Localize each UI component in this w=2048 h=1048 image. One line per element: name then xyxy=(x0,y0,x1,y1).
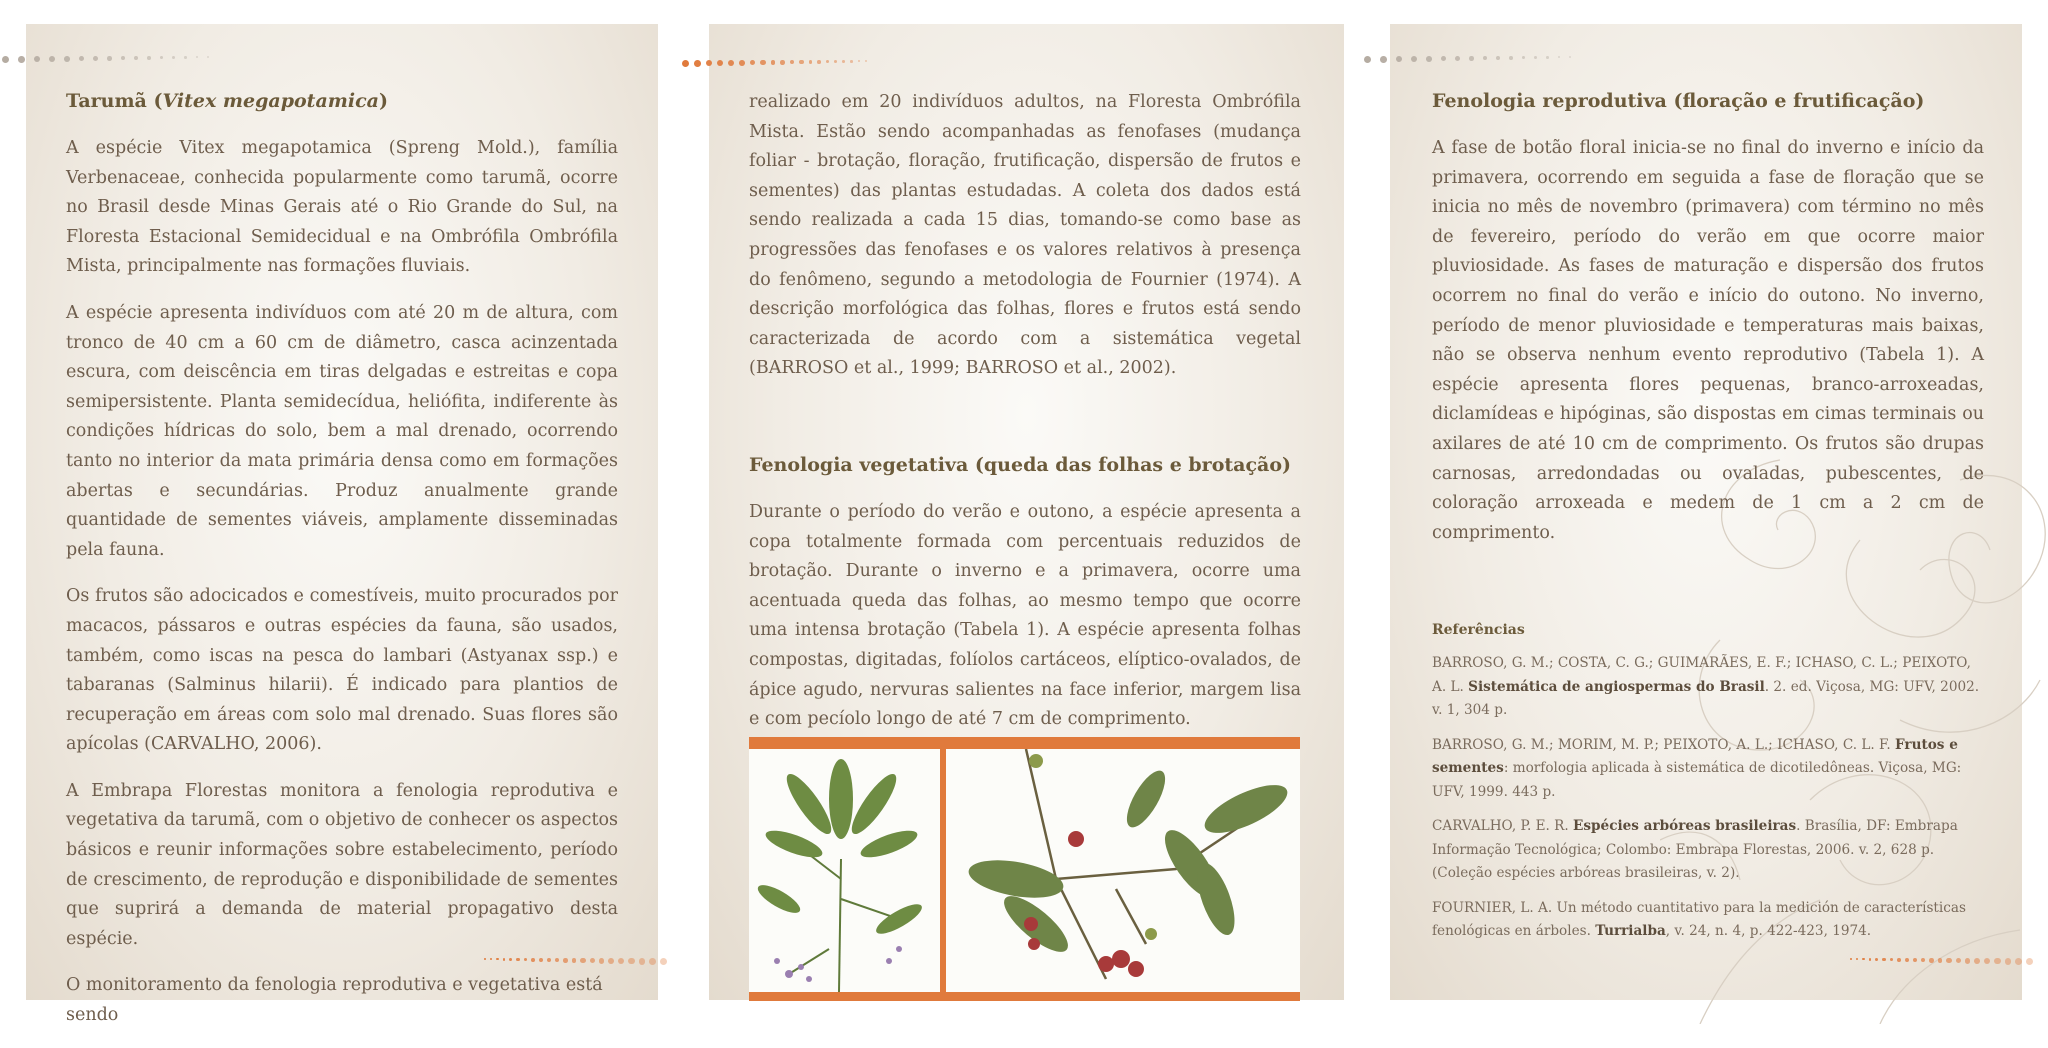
dot-mark xyxy=(1380,56,1387,63)
dot-mark xyxy=(160,56,163,59)
section-title-fenologia-reprodutiva: Fenologia reprodutiva (floração e frutificação) xyxy=(1432,90,1925,112)
column-middle xyxy=(749,88,1301,752)
dot-mark xyxy=(717,60,723,66)
reference-item: BARROSO, G. M.; COSTA, C. G.; GUIMARÃES, E. F.; ICHASO, C. L.; PEIXOTO, A. L. Sistemática de angiospermas do Brasil. 2. ed. Viçosa, MG: UFV, 2002. v. 1, 304 p. xyxy=(1432,655,1980,719)
dot-mark xyxy=(799,60,803,64)
dot-mark xyxy=(184,56,187,59)
dot-mark xyxy=(649,958,656,965)
leaves-flowers-photo xyxy=(749,749,940,992)
dot-mark xyxy=(34,56,40,62)
section-title-fenologia-vegetativa: Fenologia vegetativa (queda das folhas e brotação) xyxy=(749,453,1291,476)
reference-item: CARVALHO, P. E. R. Espécies arbóreas brasileiras. Brasília, DF: Embrapa Informação Tecnológica; Colombo: Embrapa Florestas, 2006. v. 2, 628 p. (Coleção espécies arbóreas brasileiras, v. 2). xyxy=(1432,818,1958,882)
dot-mark xyxy=(1396,56,1402,62)
dot-mark xyxy=(2005,958,2012,965)
fruits-branch-photo xyxy=(946,749,1300,992)
dot-mark xyxy=(79,56,84,61)
dot-mark xyxy=(1862,958,1864,960)
dot-mark xyxy=(1856,958,1858,960)
dot-mark xyxy=(121,56,125,60)
paragraph: Durante o período do verão e outono, a espécie apresenta a copa totalmente formada com percentuais reduzidos de brotação. Durante o inverno e a primavera, ocorre uma acentuada queda das folhas, ao mesmo tempo que ocorre uma intensa brotação (Tabela 1). A espécie apresenta folhas compostas, digitadas, folíolos cartáceos, elíptico-ovalados, de ápice agudo, nervuras salientes na face inferior, margem lisa e com pecíolo longo de até 7 cm de comprimento. xyxy=(749,501,1301,730)
dot-mark xyxy=(1905,958,1909,962)
dot-mark xyxy=(750,60,755,65)
dot-mark xyxy=(196,56,198,58)
dotted-divider-icon xyxy=(2,56,209,63)
dot-mark xyxy=(107,56,112,61)
dot-mark xyxy=(1496,56,1500,60)
dot-mark xyxy=(1441,56,1446,61)
dot-mark xyxy=(1569,56,1571,58)
dot-mark xyxy=(865,60,867,62)
dot-mark xyxy=(771,60,776,65)
paragraph: O monitoramento da fenologia reprodutiva e vegetativa está sendo xyxy=(66,975,603,1026)
dot-mark xyxy=(850,60,853,63)
dot-mark xyxy=(660,958,667,965)
paragraph: A espécie apresenta indivíduos com até 20 m de altura, com tronco de 40 cm a 60 cm de diâmetro, casca acinzentada escura, com deiscência em tiras delgadas e estreitas e copa semipersistente. Planta semidecídua, heliófita, indiferente às condições hídricas do solo, bem a mal drenado, ocorrendo tanto no interior da mata primária densa como em formações abertas e secundárias. Produz anualmente grande quantidade de sementes viáveis, amplamente disseminadas pela fauna. xyxy=(66,302,618,560)
dot-mark xyxy=(1483,56,1487,60)
dot-mark xyxy=(1956,958,1961,963)
dot-mark xyxy=(1558,56,1560,58)
dot-mark xyxy=(1364,56,1371,63)
plant-photo-figure xyxy=(749,737,1300,1001)
dot-mark xyxy=(618,958,624,964)
dot-mark xyxy=(1469,56,1474,61)
dot-mark xyxy=(1411,56,1417,62)
dotted-divider-icon xyxy=(1850,958,2033,965)
dot-mark xyxy=(1546,56,1549,59)
dot-mark xyxy=(1869,958,1872,961)
dot-mark xyxy=(1921,958,1925,962)
references-section xyxy=(1432,622,1984,944)
dot-mark xyxy=(134,56,138,60)
dot-mark xyxy=(1890,958,1893,961)
dot-mark xyxy=(1875,958,1878,961)
reference-item: BARROSO, G. M.; MORIM, M. P.; PEIXOTO, A. L.; ICHASO, C. L. F. Frutos e sementes: morfologia aplicada à sistemática de dicotiledôneas. Viçosa, MG: UFV, 1999. 443 p. xyxy=(1432,736,1962,800)
dot-mark xyxy=(1984,958,1990,964)
dot-mark xyxy=(1965,958,1971,964)
dot-mark xyxy=(1534,56,1537,59)
dot-mark xyxy=(1974,958,1980,964)
dot-mark xyxy=(1850,958,1852,960)
column-right xyxy=(1432,88,1984,955)
dot-mark xyxy=(1509,56,1513,60)
paragraph: A fase de botão floral inicia-se no final do inverno e início da primavera, ocorrendo em seguida a fase de floração que se inicia no mês de novembro (primavera) com término no mês de fevereiro, período do verão em que ocorre maior pluviosidade. As fases de maturação e dispersão dos frutos ocorrem no final do verão e início do outono. No inverno, período de menor pluviosidade e temperaturas mais baixas, não se observa nenhum evento reprodutivo (Tabela 1). A espécie apresenta flores pequenas, branco-arroxeadas, diclamídeas e hipóginas, são dispostas em cimas terminais ou axilares de até 10 cm de comprimento. Os frutos são drupas carnosas, arredondadas ou ovaladas, pubescentes, de coloração arroxeada e medem de 1 cm a 2 cm de comprimento. xyxy=(1432,138,1984,543)
dotted-divider-icon xyxy=(682,60,867,67)
dot-mark xyxy=(2026,958,2033,965)
dot-mark xyxy=(809,60,813,64)
dot-mark xyxy=(694,60,701,67)
dot-mark xyxy=(639,958,646,965)
dot-mark xyxy=(1913,958,1917,962)
dot-mark xyxy=(858,60,860,62)
paragraph: A Embrapa Florestas monitora a fenologia reprodutiva e vegetativa da tarumã, com o objetivo de conhecer os aspectos básicos e reunir informações sobre estabelecimento, período de crescimento, de reprodução e disponibilidade de sementes que suprirá a demanda de material propagativo desta espécie. xyxy=(66,780,618,949)
dot-mark xyxy=(49,56,55,62)
dot-mark xyxy=(817,60,821,64)
dotted-divider-icon xyxy=(1364,56,1571,63)
paragraph: realizado em 20 indivíduos adultos, na Floresta Ombrófila Mista. Estão sendo acompanhadas as fenofases (mudança foliar - brotação, floração, frutificação, dispersão de frutos e sementes) das plantas estudadas. A coleta dos dados está sendo realizada a cada 15 dias, tomando-se como base as progressões das fenofases e os valores relativos à presença do fenômeno, segundo a metodologia de Fournier (1974). A descrição morfológica das folhas, flores e frutos está sendo caracterizada de acordo com a sistemática vegetal (BARROSO et al., 1999; BARROSO et al., 2002). xyxy=(749,92,1301,379)
references-title: Referências xyxy=(1432,622,1525,639)
dot-mark xyxy=(147,56,151,60)
paragraph: A espécie Vitex megapotamica (Spreng Mold.), família Verbenaceae, conhecida popularmente como tarumã, ocorre no Brasil desde Minas Gerais até o Rio Grande do Sul, na Floresta Estacional Semidecidual e na Ombrófila Ombrófila Mista, principalmente nas formações fluviais. xyxy=(66,138,618,277)
dot-mark xyxy=(1426,56,1432,62)
dot-mark xyxy=(739,60,745,66)
dot-mark xyxy=(1994,958,2000,964)
dot-mark xyxy=(790,60,794,64)
dot-mark xyxy=(64,56,70,62)
dot-mark xyxy=(1929,958,1934,963)
dot-mark xyxy=(2,56,9,63)
dot-mark xyxy=(1522,56,1525,59)
dot-mark xyxy=(682,60,689,67)
reference-item: FOURNIER, L. A. Un método cuantitativo para la medición de características fenológicas en árboles. Turrialba, v. 24, n. 4, p. 422-423, 1974. xyxy=(1432,899,1966,940)
dot-mark xyxy=(826,60,829,63)
dot-mark xyxy=(1882,958,1885,961)
section-title-taruma: Tarumã (Vitex megapotamica) xyxy=(66,90,388,112)
dot-mark xyxy=(834,60,837,63)
dot-mark xyxy=(172,56,175,59)
paragraph: Os frutos são adocicados e comestíveis, muito procurados por macacos, pássaros e outras espécies da fauna, são usados, também, como iscas na pesca do lambari (Astyanax ssp.) e tabaranas (Salminus hilarii). É indicado para plantios de recuperação em áreas com solo mal drenado. Suas flores são apícolas (CARVALHO, 2006). xyxy=(66,586,618,755)
column-left xyxy=(66,88,618,1048)
dot-mark xyxy=(93,56,98,61)
dot-mark xyxy=(706,60,712,66)
dot-mark xyxy=(1938,958,1943,963)
dot-mark xyxy=(1455,56,1460,61)
dot-mark xyxy=(2015,958,2022,965)
dot-mark xyxy=(760,60,765,65)
dot-mark xyxy=(780,60,785,65)
dot-mark xyxy=(1946,958,1951,963)
dot-mark xyxy=(628,958,634,964)
dot-mark xyxy=(18,56,25,63)
dot-mark xyxy=(842,60,845,63)
dot-mark xyxy=(1897,958,1901,962)
dot-mark xyxy=(207,56,209,58)
dot-mark xyxy=(728,60,734,66)
